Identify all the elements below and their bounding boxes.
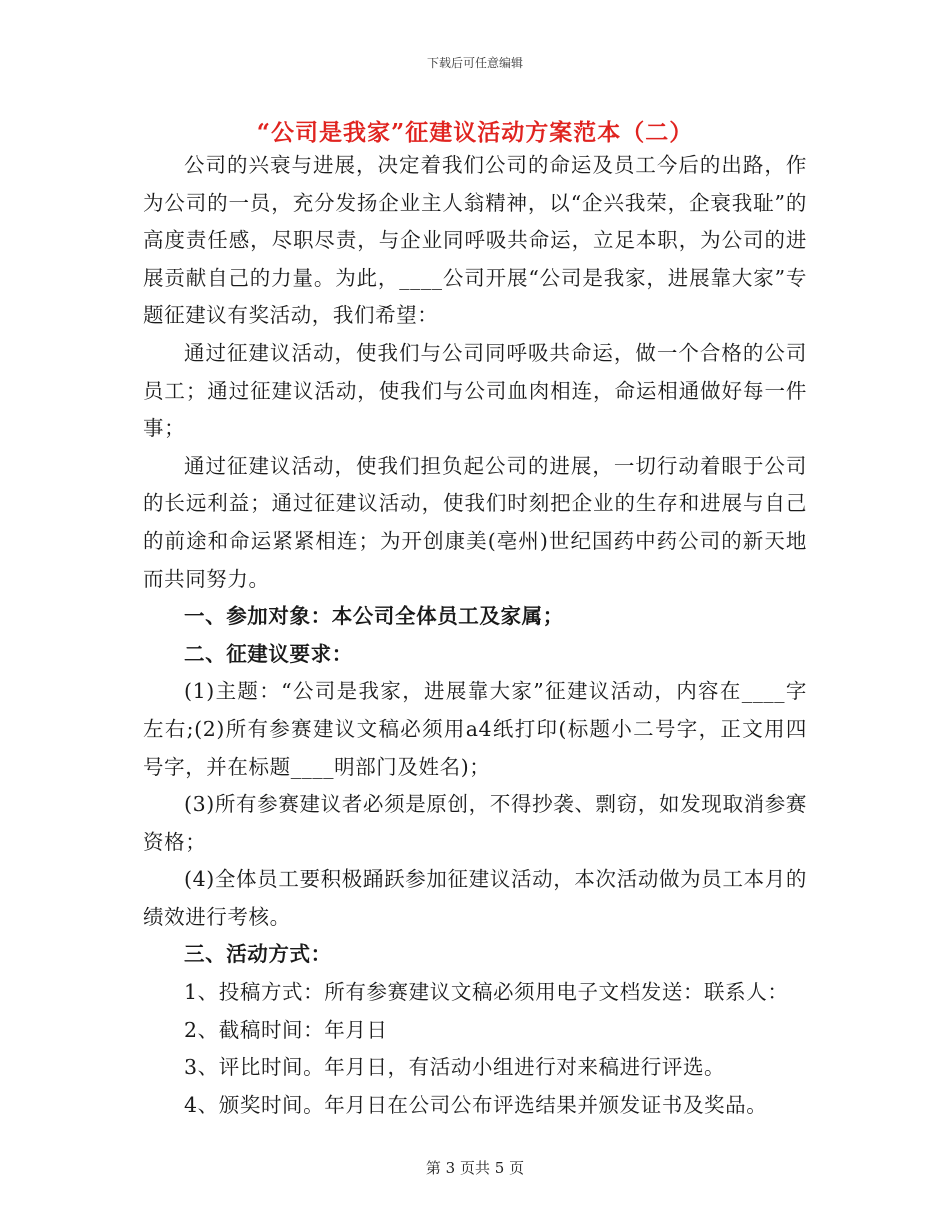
method-item-4: 4、颁奖时间。年月日在公司公布评选结果并颁发证书及奖品。 (184, 1092, 768, 1117)
requirement-item-4: (4)全体员工要积极踊跃参加征建议活动，本次活动做为员工本月的绩效进行考核。 (143, 867, 807, 929)
hope-paragraph-1: 通过征建议活动，使我们与公司同呼吸共命运，做一个合格的公司员工；通过征建议活动，使我们与公司血肉相连，命运相通做好每一件事； (143, 340, 807, 441)
page-header-note: 下载后可任意编辑 (426, 56, 523, 70)
document-title: “公司是我家”征建议活动方案范本（二） (256, 119, 694, 146)
page-footer: 第 3 页共 5 页 (425, 1159, 525, 1177)
method-item-3: 3、评比时间。年月日，有活动小组进行对来稿进行评选。 (184, 1055, 726, 1080)
section-heading-participants: 一、参加对象：本公司全体员工及家属； (184, 604, 564, 629)
intro-paragraph: 公司的兴衰与进展，决定着我们公司的命运及员工今后的出路，作为公司的一员，充分发扬企业主人翁精神，以“企兴我荣，企衰我耻”的高度责任感，尽职尽责，与企业同呼吸共命运，立足本职，为公司的进展贡献自己的力量。为此，____公司开展“公司是我家，进展靠大家”专题征建议有奖活动，我们希望： (143, 153, 807, 328)
method-item-2: 2、截稿时间：年月日 (184, 1017, 388, 1042)
requirement-item-3: (3)所有参赛建议者必须是原创，不得抄袭、剽窃，如发现取消参赛资格； (143, 792, 807, 854)
document-body (143, 147, 807, 1124)
section-heading-methods: 三、活动方式： (184, 942, 332, 967)
section-heading-requirements: 二、征建议要求： (184, 641, 353, 666)
hope-paragraph-2: 通过征建议活动，使我们担负起公司的进展，一切行动着眼于公司的长远利益；通过征建议活动，使我们时刻把企业的生存和进展与自己的前途和命运紧紧相连；为开创康美(亳州)世纪国药中药公司的新天地而共同努力。 (143, 453, 807, 591)
requirement-item-1: (1)主题：“公司是我家，进展靠大家”征建议活动，内容在____字左右;(2)所有参赛建议文稿必须用a4纸打印(标题小二号字，正文用四号字，并在标题____明部门及姓名)； (143, 679, 807, 779)
method-item-1: 1、投稿方式：所有参赛建议文稿必须用电子文档发送：联系人： (184, 980, 789, 1005)
